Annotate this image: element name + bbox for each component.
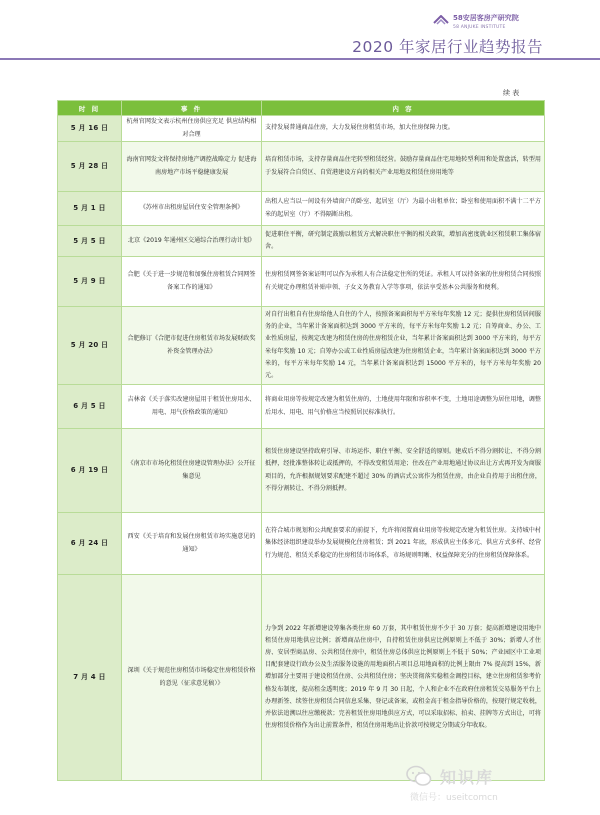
- report-title: 2020 年家居行业趋势报告: [352, 38, 543, 56]
- row-event: 吉林省《关于落实改建房屋用于租赁住房用水、用电、用气价格政策的通知》: [122, 385, 262, 429]
- row-date: 5 月 9 日: [58, 257, 122, 307]
- row-event: 杭州官网发文表示杭州住房供应充足 供应结构相对合理: [122, 116, 262, 142]
- row-date: 5 月 16 日: [58, 116, 122, 142]
- row-date: 5 月 20 日: [58, 307, 122, 385]
- table-row: [58, 429, 545, 513]
- table-row: [58, 513, 545, 575]
- brand-logo: [433, 14, 519, 32]
- header-divider: [0, 58, 600, 60]
- row-event: 海南官网发文将保持房地产调控战略定力 促进海南房地产市场平稳健康发展: [122, 142, 262, 192]
- row-content: 在符合城市规划和公共配套要求的前提下，允许将闲置商业用房等按规定改建为租赁住房。支持城中村集体经济组织建设举办发展规模化住房租赁；到 2021 年底，形成供应主体多元、供应方式多样、经营行为规范、租赁关系稳定的住房租赁市场体系，市场规则明晰、权益保障充分的住房租赁保障体系。: [262, 513, 545, 575]
- row-content: 对自行出租自有住房给他人自住的个人，按照备案面积每平方米每年奖励 12 元；提供住房租赁居间服务的企业，当年累计备案面积达到 3000 平方米的，每平方米每年奖励 1.2 元；自筹商业、办公、工业性质房屋，按规定改建为租赁住房的住房租赁企业，当年累计备案面积达到 3000 平方米的，每平方米每年奖励 10 元；自筹办公或工业性质房屋改建为住房租赁企业，当年累计备案面积达到 3000 平方米的，每平方米每年奖励 14 元，当年累计备案面积达到 15000 平方米的，每平方米每年奖励 20 元。: [262, 307, 545, 385]
- row-content: 将商业用房等按规定改建为租赁住房的，土地使用年限和容积率不变，土地用途调整为居住用地，调整后用水、用电、用气价格应当按照居民标准执行。: [262, 385, 545, 429]
- table-header-row: [58, 101, 545, 116]
- row-content: 力争到 2022 年新增建设筹集各类住房 60 万套，其中租赁住房不少于 30 万套；提高新增建设用地中租赁住房用地供应比例；新增商品住房中，自持租赁住房供应比例原则上不低于 30%；新增人才住房、安居型商品房、公共租赁住房中，租赁住房总体供应比例原则上不低于 50%；产业园区中工业项目配套建设行政办公及生活服务设施的用地面积占项目总用地面积的比例上限由 7% 提高到 15%，新增加部分主要用于建设租赁住房、公共租赁住房；坚决贯彻落实稳租金调控目标，建立住房租赁参考价格发布制度，提高租金透明度；2019 年 9 月 30 日起，个人和企业不在政府住房租赁交易服务平台上办理新签、续签住房租赁合同信息采集、登记或备案，或租金高于租金指导价格的，按现行规定收税，并依法追溯以往应缴税款；完善租赁住房用地供应方式，可以采取招标、拍卖、挂牌等方式出让，可将住房租赁价格作为出让前置条件，租赁住房用地出让价款可按规定分期或分年收取。: [262, 575, 545, 781]
- watermark-name: 知识库: [440, 768, 495, 787]
- row-event: 《苏州市出租房屋居住安全管理条例》: [122, 192, 262, 226]
- row-event: 《南京市市场化租赁住房建设管理办法》公开征集意见: [122, 429, 262, 513]
- row-date: 7 月 4 日: [58, 575, 122, 781]
- wechat-watermark: [396, 763, 586, 807]
- table-row: [58, 116, 545, 142]
- row-event: 西安《关于培育和发展住房租赁市场实施意见的通知》: [122, 513, 262, 575]
- table-row: [58, 575, 545, 781]
- table-row: [58, 192, 545, 226]
- row-date: 6 月 24 日: [58, 513, 122, 575]
- policy-table: [57, 100, 545, 781]
- row-content: 培育租赁市场，支持存量商品住宅转型租赁经营。鼓励存量商品住宅用地转型利用和处置盘活，转型用于发展符合自贸区、自贸港建设方向的相关产业用地及租赁住房用地等: [262, 142, 545, 192]
- table-row: [58, 142, 545, 192]
- row-event: 北京《2019 年通州区交通综合治理行动计划》: [122, 226, 262, 257]
- table-row: [58, 226, 545, 257]
- column-header-content: 内 容: [262, 101, 545, 116]
- watermark-wechat-id: 微信号：useitcomcn: [410, 793, 498, 803]
- row-event: 合肥修订《合肥市促进住房租赁市场发展财政奖补资金管理办法》: [122, 307, 262, 385]
- table-row: [58, 257, 545, 307]
- brand-name-en: 58 ANJUKE INSTITUTE: [453, 25, 506, 30]
- row-content: 住房租赁网签备案证明可以作为承租人有合法稳定住所的凭证。承租人可以持备案的住房租赁合同按照有关规定办理租赁补贴申领、子女义务教育入学等事项，依法享受基本公共服务和便利。: [262, 257, 545, 307]
- brand-name-cn: 58安居客房产研究院: [453, 14, 519, 22]
- row-event: 合肥《关于进一步规范和加强住房租赁合同网签备案工作的通知》: [122, 257, 262, 307]
- row-date: 5 月 28 日: [58, 142, 122, 192]
- continued-label: 续 表: [503, 89, 520, 97]
- house-roof-icon: [433, 15, 449, 29]
- row-content: 租赁住房建设坚持政府引导、市场运作、职住平衡、安全舒适的原则。建成后不得分割转让、不得分割抵押，经批准整体转让或抵押的，不得改变租赁用途；住改在产业用地通过协议出让方式再开发为商服项目的，允许根据规划要求配建不超过 30% 的酒店式公寓作为租赁住房，由企业自持用于出租住房，不得分割转让、不得分割抵押。: [262, 429, 545, 513]
- row-content: 促进职住平衡，研究制定鼓励以租赁方式解决职住平衡的相关政策，增加高密度就业区租赁职工集体宿舍。: [262, 226, 545, 257]
- row-content: 出租人应当以一间设有外墙窗户的卧室、起居室（厅）为最小出租单位；卧室和使用面积不满十二平方米的起居室（厅）不得隔断出租。: [262, 192, 545, 226]
- row-date: 6 月 19 日: [58, 429, 122, 513]
- column-header-time: 时 间: [58, 101, 122, 116]
- table-row: [58, 385, 545, 429]
- row-event: 深圳《关于规范住房租赁市场稳定住房租赁价格的意见（征求意见稿）》: [122, 575, 262, 781]
- row-date: 5 月 5 日: [58, 226, 122, 257]
- row-date: 5 月 1 日: [58, 192, 122, 226]
- table-row: [58, 307, 545, 385]
- row-content: 支持发展普通商品住房，大力发展住房租赁市场，加大住房保障力度。: [262, 116, 545, 142]
- wechat-icon: [406, 765, 432, 787]
- column-header-event: 事 件: [122, 101, 262, 116]
- row-date: 6 月 5 日: [58, 385, 122, 429]
